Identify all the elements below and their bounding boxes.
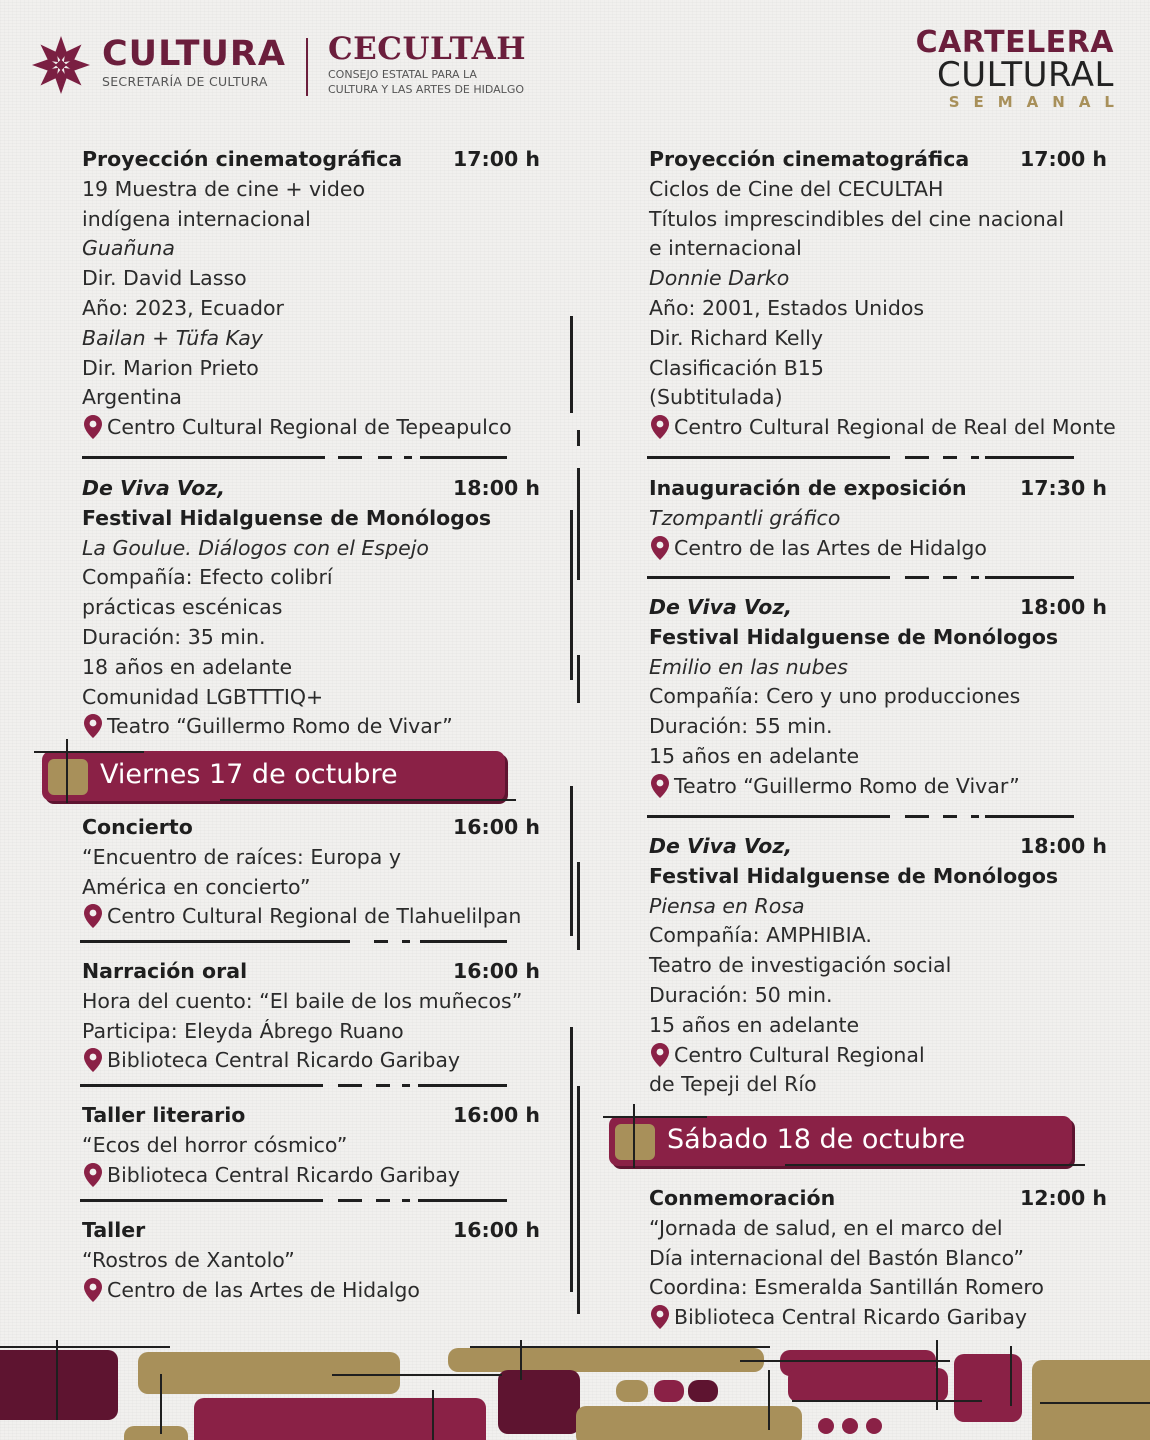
event-card <box>82 474 540 742</box>
event-time: 12:00 h <box>1020 1186 1107 1210</box>
event-detail: 15 años en adelante <box>649 1012 860 1037</box>
column-divider <box>577 1086 580 1314</box>
event-time: 18:00 h <box>1020 595 1107 619</box>
separator <box>82 456 507 459</box>
venue-label: Teatro “Guillermo Romo de Vivar” <box>107 714 453 739</box>
brand-cecultah <box>328 32 526 96</box>
event-title: Concierto <box>82 815 193 839</box>
event-card <box>649 145 1116 443</box>
event-time: 18:00 h <box>1020 834 1107 858</box>
event-time: 16:00 h <box>453 815 540 839</box>
event-venue <box>649 1041 1107 1071</box>
event-time: 18:00 h <box>453 476 540 500</box>
event-title: Taller <box>82 1218 146 1242</box>
venue-label-continued: de Tepeji del Río <box>649 1072 817 1097</box>
event-venue <box>82 902 540 932</box>
cartelera-line-1: CARTELERA <box>915 25 1114 60</box>
event-card <box>82 145 540 443</box>
location-pin-icon <box>649 1042 671 1068</box>
event-detail: Duración: 55 min. <box>649 714 833 739</box>
event-time: 17:00 h <box>1020 147 1107 171</box>
event-detail: Teatro de investigación social <box>649 953 952 978</box>
event-detail: “Encuentro de raíces: Europa y <box>82 844 402 869</box>
event-card <box>82 1101 540 1190</box>
separator <box>647 576 1074 579</box>
event-card <box>649 474 1107 563</box>
decorative-footer <box>0 1340 1150 1440</box>
event-detail: “Jornada de salud, en el marco del <box>649 1215 1003 1240</box>
event-detail: Día internacional del Bastón Blanco” <box>649 1245 1025 1270</box>
separator <box>80 1199 507 1202</box>
venue-label: Centro Cultural Regional de Tlahuelilpan <box>107 904 522 929</box>
cultura-star-logo <box>30 34 92 96</box>
event-detail: Comunidad LGBTTTIQ+ <box>82 684 324 709</box>
event-title: Narración oral <box>82 959 248 983</box>
cartelera-line-3: SEMANAL <box>948 93 1128 111</box>
event-detail: indígena internacional <box>82 206 311 231</box>
event-detail: Año: 2023, Ecuador <box>82 295 284 320</box>
venue-label: Biblioteca Central Ricardo Garibay <box>107 1048 461 1073</box>
location-pin-icon <box>82 1277 104 1303</box>
event-detail: (Subtitulada) <box>649 385 783 410</box>
event-detail: e internacional <box>649 236 802 261</box>
event-detail: Ciclos de Cine del CECULTAH <box>649 176 944 201</box>
play-title: Piensa en Rosa <box>649 893 805 918</box>
event-time: 17:00 h <box>453 147 540 171</box>
event-subtitle: Festival Hidalguense de Monólogos <box>649 863 1059 888</box>
event-venue <box>82 413 540 443</box>
event-title: De Viva Voz, <box>649 595 793 619</box>
event-subtitle: Festival Hidalguense de Monólogos <box>82 505 492 530</box>
event-time: 16:00 h <box>453 1218 540 1242</box>
event-detail: 15 años en adelante <box>649 743 860 768</box>
day-label: Viernes 17 de octubre <box>100 759 398 790</box>
event-detail: Títulos imprescindibles del cine nacional <box>649 206 1065 231</box>
brand-subtitle: SECRETARÍA DE CULTURA <box>102 74 268 89</box>
location-pin-icon <box>82 1047 104 1073</box>
event-detail: Hora del cuento: “El baile de los muñecos” <box>82 988 523 1013</box>
brand-title: CULTURA <box>102 34 286 74</box>
location-pin-icon <box>82 903 104 929</box>
location-pin-icon <box>649 414 671 440</box>
separator <box>647 815 1074 818</box>
event-title: Proyección cinematográfica <box>82 147 403 171</box>
column-divider <box>577 655 580 703</box>
venue-label: Biblioteca Central Ricardo Garibay <box>674 1305 1028 1330</box>
event-time: 16:00 h <box>453 959 540 983</box>
film-title: Guañuna <box>82 236 175 261</box>
org-subtitle-2: CULTURA Y LAS ARTES DE HIDALGO <box>328 83 524 96</box>
event-detail: Argentina <box>82 385 182 410</box>
event-title: De Viva Voz, <box>649 834 793 858</box>
event-venue <box>649 1303 1107 1333</box>
event-venue <box>649 413 1116 443</box>
column-divider <box>570 510 573 680</box>
column-divider <box>570 786 573 936</box>
event-card <box>649 832 1107 1100</box>
location-pin-icon <box>82 414 104 440</box>
event-card <box>82 1216 540 1305</box>
cartelera-title <box>894 25 1128 112</box>
separator <box>647 456 1074 459</box>
film-title: Bailan + Tüfa Kay <box>82 325 263 350</box>
org-subtitle-1: CONSEJO ESTATAL PARA LA <box>328 68 477 81</box>
venue-label: Centro Cultural Regional <box>674 1042 925 1067</box>
org-title: CECULTAH <box>328 31 526 67</box>
event-detail: “Rostros de Xantolo” <box>82 1247 295 1272</box>
event-detail: 19 Muestra de cine + video <box>82 176 366 201</box>
event-venue <box>82 1046 540 1076</box>
event-title: Conmemoración <box>649 1186 836 1210</box>
event-title: De Viva Voz, <box>82 476 226 500</box>
event-title: Taller literario <box>82 1103 246 1127</box>
column-divider <box>577 862 580 950</box>
venue-label: Centro de las Artes de Hidalgo <box>107 1277 420 1302</box>
venue-label: Centro Cultural Regional de Tepeapulco <box>107 415 512 440</box>
column-divider <box>577 468 580 580</box>
event-card <box>649 1184 1107 1333</box>
brand-cultura <box>102 36 286 89</box>
event-detail: Duración: 35 min. <box>82 624 266 649</box>
exhibition-title: Tzompantli gráfico <box>649 505 841 530</box>
event-time: 16:00 h <box>453 1103 540 1127</box>
column-divider <box>570 1027 573 1292</box>
location-pin-icon <box>649 773 671 799</box>
film-title: Donnie Darko <box>649 266 790 291</box>
day-label: Sábado 18 de octubre <box>667 1124 966 1155</box>
event-detail: Compañía: AMPHIBIA. <box>649 923 872 948</box>
location-pin-icon <box>649 1304 671 1330</box>
venue-label: Centro Cultural Regional de Real del Monte <box>674 415 1116 440</box>
event-detail: Dir. Marion Prieto <box>82 355 259 380</box>
separator <box>80 940 507 943</box>
day-banner <box>42 751 505 801</box>
event-time: 17:30 h <box>1020 476 1107 500</box>
event-venue <box>82 1276 540 1306</box>
event-detail: Clasificación B15 <box>649 355 824 380</box>
event-detail: 18 años en adelante <box>82 654 293 679</box>
venue-label: Biblioteca Central Ricardo Garibay <box>107 1162 461 1187</box>
day-banner <box>609 1116 1072 1166</box>
event-detail: Coordina: Esmeralda Santillán Romero <box>649 1275 1044 1300</box>
column-divider <box>570 316 573 413</box>
event-detail: prácticas escénicas <box>82 595 283 620</box>
separator <box>80 1084 507 1087</box>
cartelera-line-2: CULTURAL <box>937 55 1114 95</box>
event-detail: América en concierto” <box>82 874 311 899</box>
event-venue <box>82 1161 540 1191</box>
event-venue <box>649 534 1107 564</box>
event-detail: Participa: Eleyda Ábrego Ruano <box>82 1018 404 1043</box>
event-detail: Año: 2001, Estados Unidos <box>649 295 925 320</box>
event-venue <box>82 712 540 742</box>
event-detail: Compañía: Cero y uno producciones <box>649 684 1021 709</box>
location-pin-icon <box>82 713 104 739</box>
event-detail: Duración: 50 min. <box>649 982 833 1007</box>
event-title: Proyección cinematográfica <box>649 147 970 171</box>
event-detail: Compañía: Efecto colibrí <box>82 565 333 590</box>
event-card <box>649 593 1107 802</box>
event-detail: Dir. David Lasso <box>82 266 247 291</box>
event-venue <box>649 772 1107 802</box>
event-detail: Dir. Richard Kelly <box>649 325 823 350</box>
location-pin-icon <box>649 535 671 561</box>
event-detail: “Ecos del horror cósmico” <box>82 1132 348 1157</box>
location-pin-icon <box>82 1162 104 1188</box>
header-divider <box>306 38 308 96</box>
column-divider <box>577 430 580 446</box>
venue-label: Centro de las Artes de Hidalgo <box>674 535 987 560</box>
event-title: Inauguración de exposición <box>649 476 967 500</box>
event-card <box>82 957 540 1076</box>
play-title: La Goulue. Diálogos con el Espejo <box>82 535 429 560</box>
play-title: Emilio en las nubes <box>649 654 848 679</box>
venue-label: Teatro “Guillermo Romo de Vivar” <box>674 773 1020 798</box>
event-subtitle: Festival Hidalguense de Monólogos <box>649 624 1059 649</box>
event-card <box>82 813 540 932</box>
